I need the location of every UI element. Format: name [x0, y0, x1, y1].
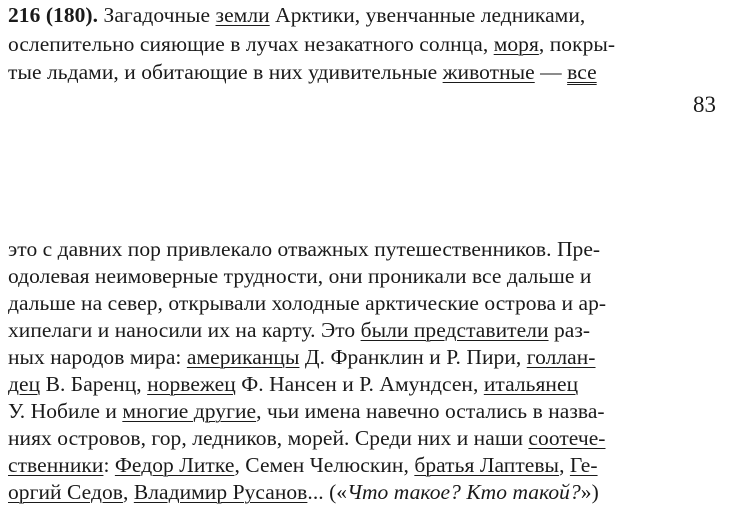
text-line: [8, 263, 591, 289]
underlined-word: норвежец: [147, 372, 236, 396]
underlined-phrase: братья Лаптевы: [414, 453, 560, 477]
text-run: ных народов мира:: [8, 345, 187, 369]
underlined-phrase: Федор Литке: [114, 453, 235, 477]
text-run: это с давних пор привлекало отважных путешественников. Пре-: [8, 237, 601, 261]
underlined-word: Ге-: [569, 453, 598, 477]
text-line: [8, 398, 605, 424]
text-line: [8, 371, 578, 397]
page-number: 83: [693, 92, 716, 117]
underlined-phrase: Владимир Русанов: [133, 480, 308, 504]
text-run: хипелаги и наносили их на карту. Это: [8, 318, 361, 342]
text-run: ,: [559, 453, 570, 477]
text-line: [8, 31, 615, 57]
text-run: , Семен Челюскин,: [234, 453, 415, 477]
text-run: ослепительно сияющие в лучах незакатного солнца,: [8, 32, 494, 56]
text-run: :: [103, 453, 115, 477]
text-run: Загадочные: [98, 3, 216, 27]
text-run: раз-: [548, 318, 591, 342]
text-run: У. Нобиле и: [8, 399, 123, 423]
text-line: [8, 317, 590, 343]
text-run: ... («: [307, 480, 348, 504]
underlined-word: американцы: [186, 345, 300, 369]
text-line: [8, 479, 599, 505]
text-run: , чьи имена навечно остались в назва-: [256, 399, 605, 423]
text-line: [8, 344, 596, 370]
underlined-word: соотече-: [528, 426, 606, 450]
italic-question: Что такое? Кто такой?: [347, 480, 581, 504]
text-line: [8, 236, 600, 262]
text-run: одолевая неимоверные трудности, они проникали все дальше и: [8, 264, 592, 288]
text-line: [8, 425, 606, 451]
text-run: Д. Франклин и Р. Пири,: [299, 345, 527, 369]
exercise-number: 216 (180).: [8, 3, 99, 27]
text-line: [8, 2, 585, 28]
text-run: ниях островов, гор, ледников, морей. Среди них и наши: [8, 426, 529, 450]
text-run: тые льдами, и обитающие в них удивительные: [8, 60, 443, 84]
text-run: Арктики, увенчанные ледниками,: [269, 3, 586, 27]
double-underlined-word: все: [567, 60, 597, 84]
text-run: В. Баренц,: [40, 372, 148, 396]
underlined-word: голлан-: [526, 345, 596, 369]
text-line: [8, 452, 598, 478]
underlined-word: дец: [8, 372, 41, 396]
text-run: —: [534, 60, 568, 84]
text-run: дальше на север, открывали холодные арктические острова и ар-: [8, 291, 607, 315]
text-run: , покры-: [538, 32, 616, 56]
text-run: Ф. Нансен и Р. Амундсен,: [235, 372, 484, 396]
underlined-word: животные: [442, 60, 535, 84]
underlined-phrase: оргий Седов: [8, 480, 123, 504]
underlined-phrase: были представители: [360, 318, 549, 342]
text-line: [8, 59, 597, 85]
underlined-word: моря: [493, 32, 539, 56]
underlined-word: итальянец: [483, 372, 579, 396]
underlined-phrase: многие другие: [122, 399, 257, 423]
text-line: [8, 290, 606, 316]
underlined-word: земли: [215, 3, 270, 27]
underlined-word: ственники: [8, 453, 104, 477]
text-run: »): [580, 480, 599, 504]
text-run: ,: [122, 480, 134, 504]
